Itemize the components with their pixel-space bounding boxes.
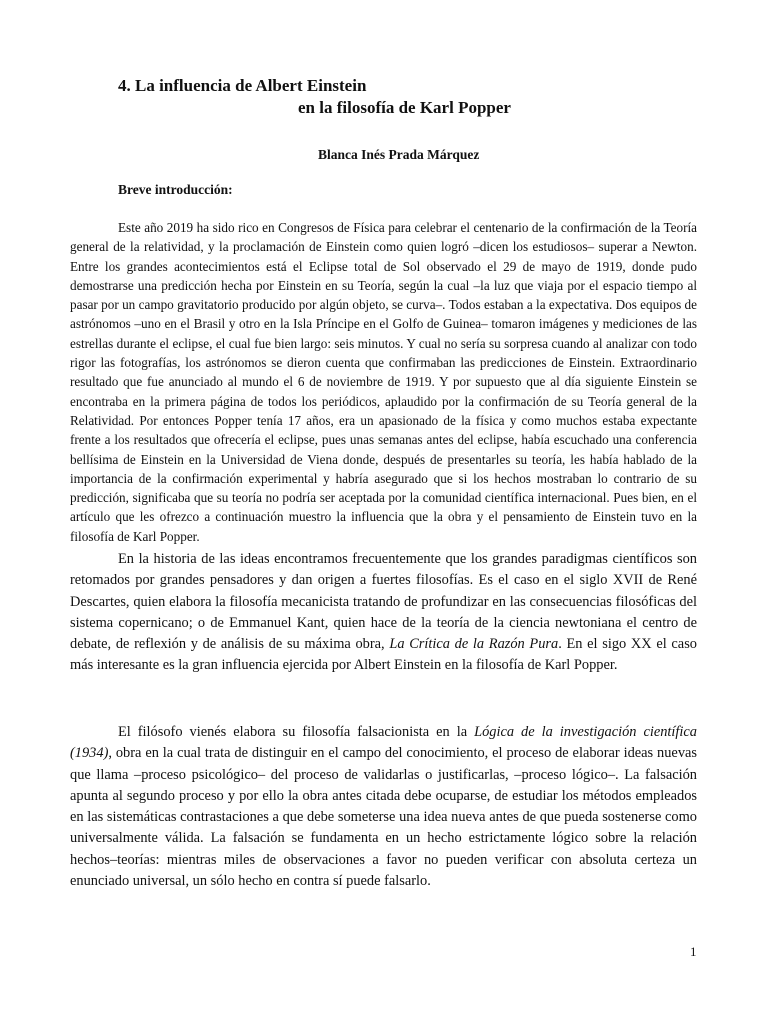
paragraph-intro: Este año 2019 ha sido rico en Congresos de Física para celebrar el centenario de la confirmación de la Teoría general de la relatividad, y la proclamación de Einstein como quien logró –dicen los estudiosos– superar a Newton. Entre los grandes acontecimientos está el Eclipse total de Sol observado el 29 de mayo de 1919, donde pudo demostrarse una predicción hecha por Einstein en su Teoría, según la cual –la luz que viaja por el espacio tiempo al pasar por un campo gravitatorio producido por algún objeto, se curva–. Todos estaban a la expectativa. Dos equipos de astrónomos –uno en el Brasil y otro en la Isla Príncipe en el Golfo de Guinea– tomaron imágenes y mediciones de las estrellas durante el eclipse, el cual fue bien largo: seis minutos. Y cual no sería su sorpresa cuando al analizar con todo rigor las fotografías, los astrónomos se dieron cuenta que confirmaban las predicciones de Einstein. Extraordinario resultado que fue anunciado al mundo el 6 de noviembre de 1919. Y por supuesto que al día siguiente Einstein se encontraba en la primera página de todos los periódicos, aplaudido por la confirmación de su Teoría general de la Relatividad. Por entonces Popper tenía 17 años, era un apasionado de la física y como muchos estaba expectante frente a los resultados que ofrecería el eclipse, pues unas semanas antes del eclipse, había escuchado una conferencia bellísima de Einstein en la Universidad de Viena donde, después de presentarles su teoría, les había hablado de la importancia de la confirmación experimental y habría asegurado que si los hechos mostraban lo contrario de su predicción, significaba que su teoría no podría ser aceptada por la comunidad científica internacional. Pues bien, en el artículo que les ofrezco a continuación muestro la influencia que la obra y el pensamiento de Einstein tuvo en la filosofía de Karl Popper. [70,220,697,544]
paragraph-history-text-a: En la historia de las ideas encontramos frecuentemente que los grandes paradigmas científicos son retomados por grandes pensadores y dan origen a fuertes filosofías. Es el caso en el siglo XVII de René Descartes, quien elabora la filosofía mecanicista tratando de profundizar en las consecuencias filosóficas del sistema copernicano; o de Emmanuel Kant, quien hace de la teoría de la ciencia newtoniana el centro de debate, de reflexión y de análisis de su máxima obra, [70,551,697,653]
section-heading-intro: Breve introducción: [118,182,233,197]
paragraph-falsification [70,722,697,892]
book-title-logica: Lógica de la investigación científica (1934) [70,724,697,762]
paragraph-history-text-b: . En el sigo XX el caso más interesante es la gran influencia ejercida por Albert Einstein en la filosofía de Karl Popper. [70,636,697,674]
paragraph-falsification-text-b: , obra en la cual trata de distinguir en el campo del conocimiento, el proceso de elaborar ideas nuevas que llama –proceso psicológico– del proceso de validarlas o justificarlas, –proceso lógico–. La falsación apunta al segundo proceso y por ello la obra antes citada debe ocuparse, de estudiar los métodos empleados en las sistemáticas contrastaciones a que debe someterse una idea nueva antes de que pueda sostenerse como universalmente válida. La falsación se fundamenta en un hecho estrictamente lógico sobre la relación hechos–teorías: mientras miles de observaciones a favor no pueden verificar con absoluta certeza un enunciado universal, un sólo hecho en contra sí puede falsarlo. [70,745,697,890]
title-line-2: en la filosofía de Karl Popper [298,98,511,117]
paragraph-history [70,549,697,677]
page-number: 1 [690,944,697,959]
author-name: Blanca Inés Prada Márquez [318,147,480,162]
paragraph-falsification-text-a: El filósofo vienés elabora su filosofía falsacionista en la [118,724,475,740]
book-title-critica: La Crítica de la Razón Pura [389,636,559,653]
title-line-1: 4. La influencia de Albert Einstein [118,76,367,95]
